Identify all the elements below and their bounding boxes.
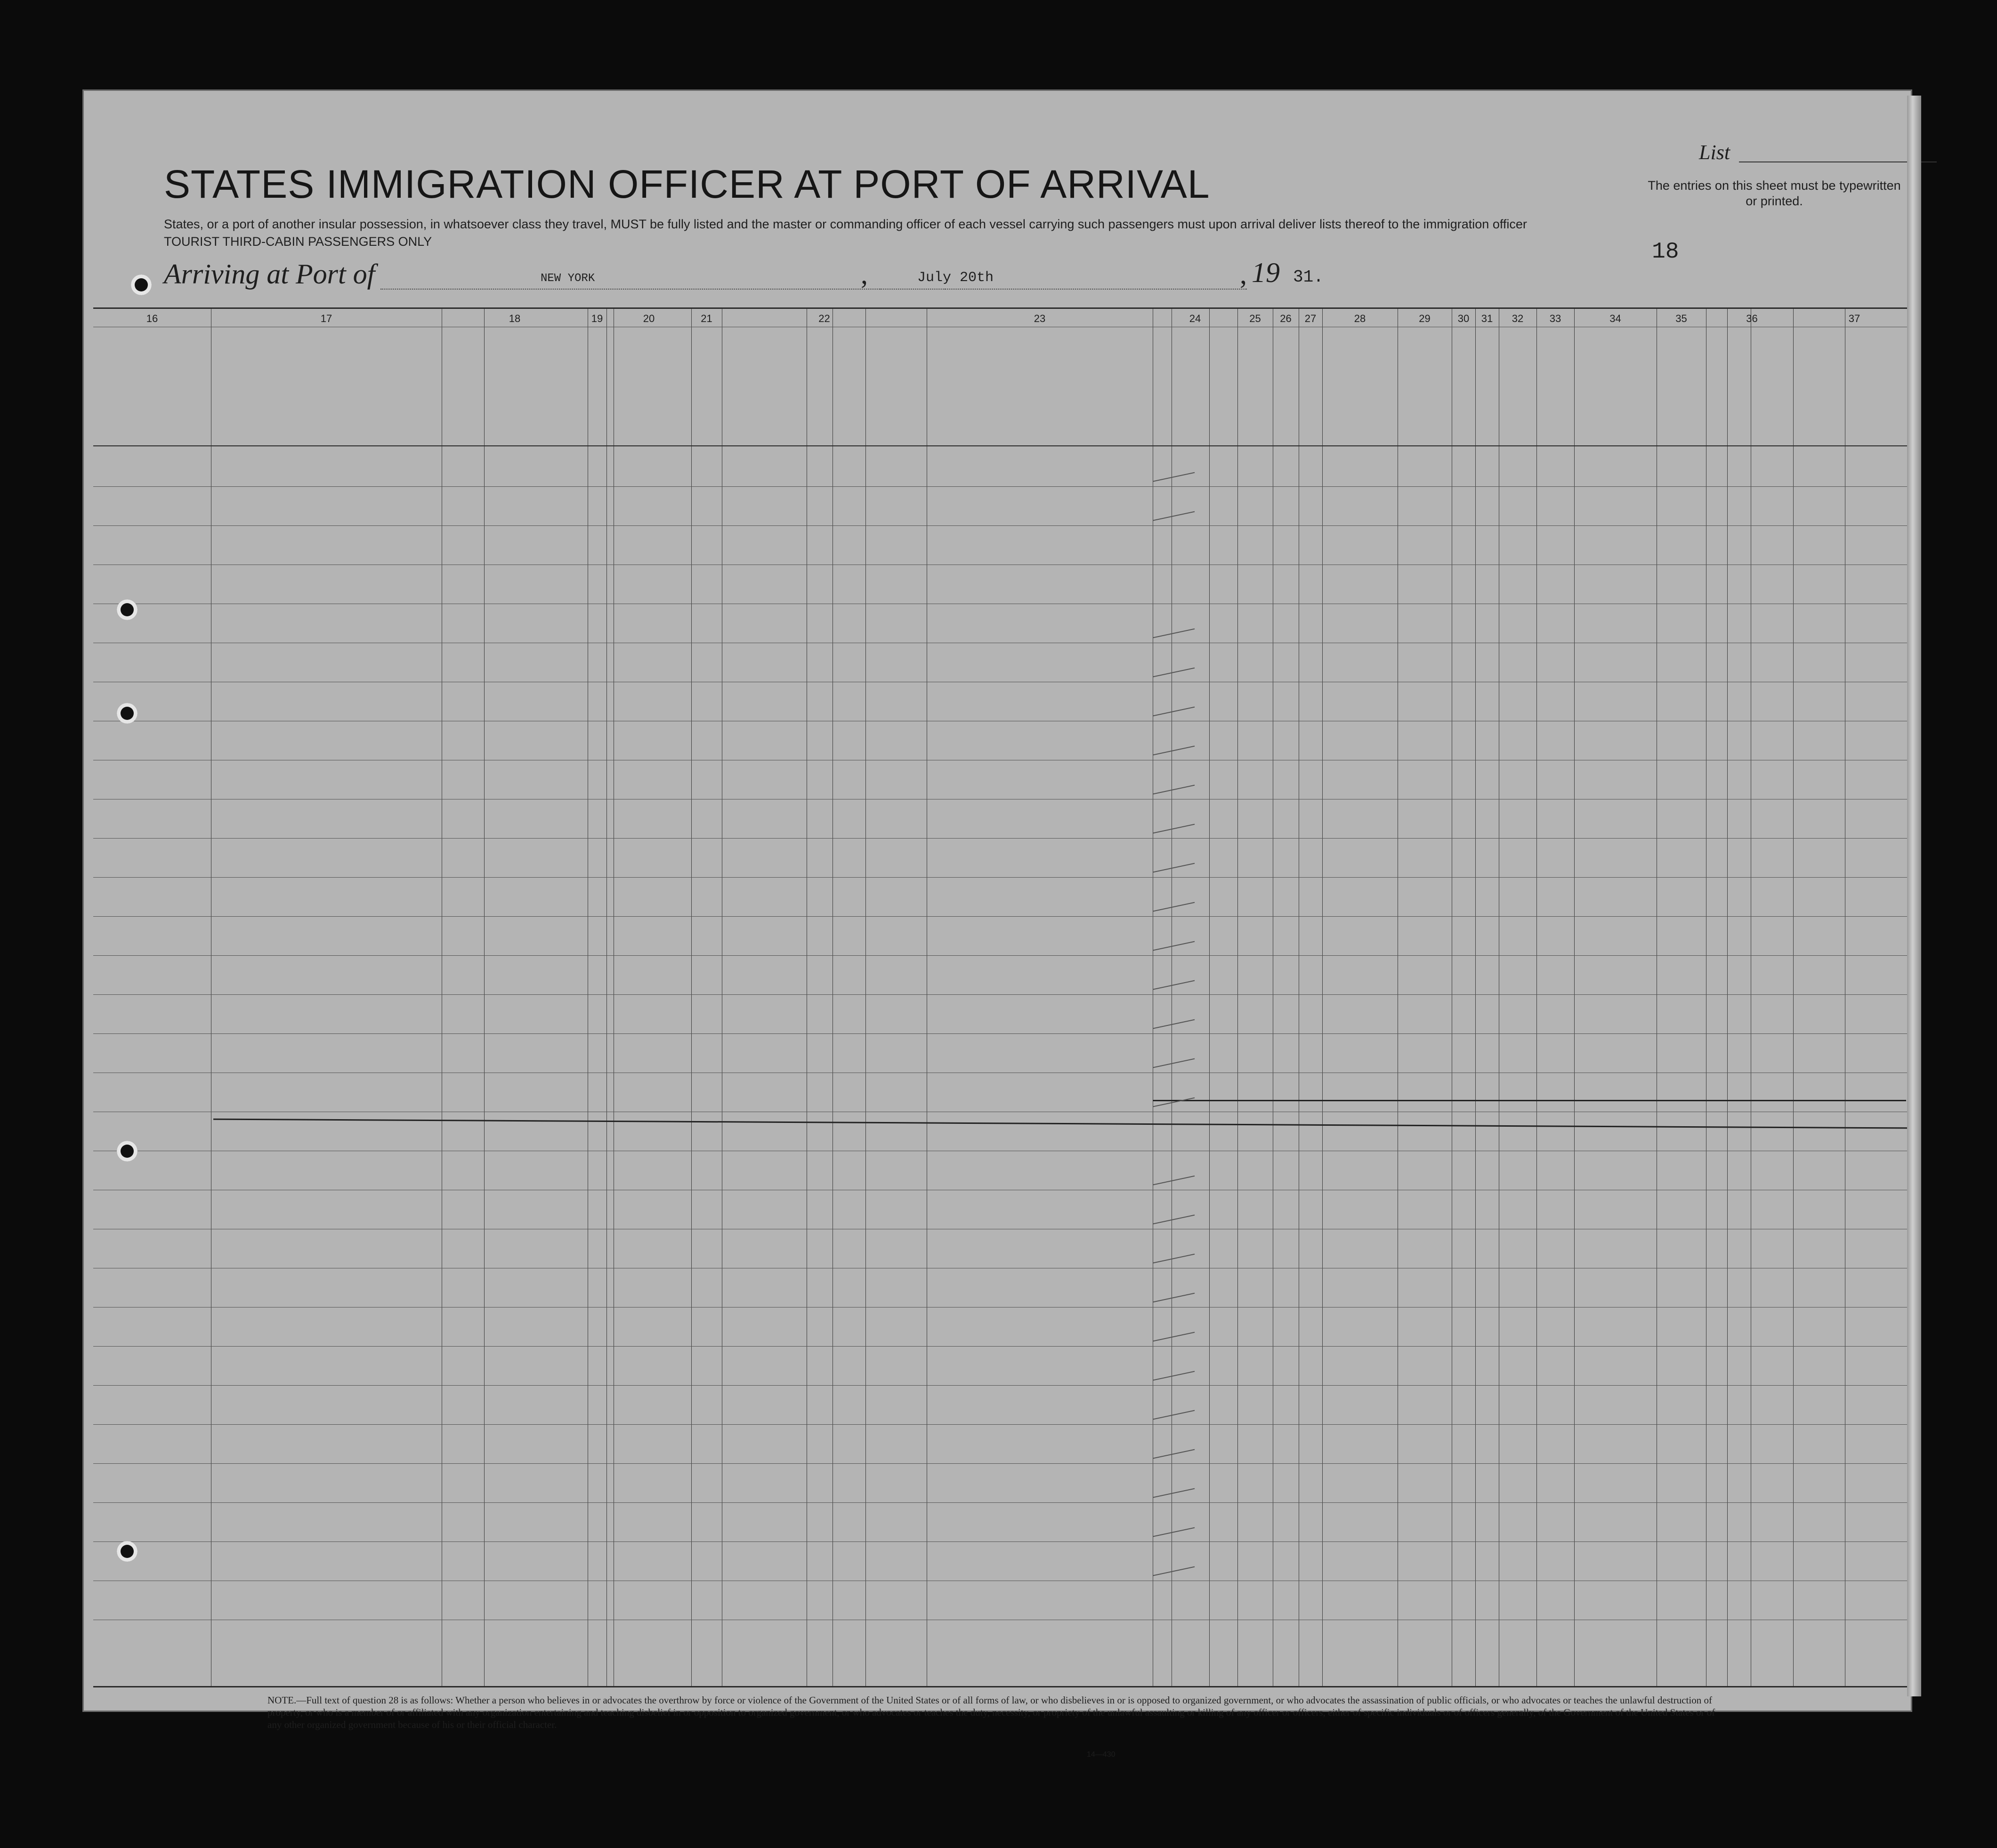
column-number: 32 bbox=[1512, 313, 1524, 324]
check-mark bbox=[1153, 1254, 1195, 1264]
check-mark bbox=[1153, 1449, 1195, 1459]
check-mark bbox=[1153, 902, 1195, 912]
column-header bbox=[724, 384, 750, 412]
check-mark bbox=[1153, 1058, 1195, 1068]
sheet-number: 18 bbox=[1652, 239, 1679, 265]
column-header bbox=[724, 361, 804, 370]
column-number: 30 bbox=[1457, 313, 1470, 324]
check-mark bbox=[1153, 1488, 1195, 1498]
comma-separator-2: , bbox=[1240, 258, 1247, 290]
column-rule bbox=[606, 309, 607, 1686]
column-rule bbox=[691, 309, 692, 1686]
column-number: 25 bbox=[1249, 313, 1261, 324]
arriving-label: Arriving at Port of bbox=[164, 258, 375, 290]
column-number: 27 bbox=[1304, 313, 1317, 324]
column-number: 17 bbox=[320, 313, 332, 324]
row-rule bbox=[93, 1033, 1911, 1034]
column-rule bbox=[865, 309, 866, 1686]
row-rule bbox=[93, 1424, 1911, 1425]
date-line bbox=[880, 289, 1247, 290]
port-value: NEW YORK bbox=[541, 272, 595, 285]
cancelled-row-strike bbox=[213, 1119, 1908, 1129]
column-header bbox=[1847, 394, 1911, 422]
check-mark bbox=[1153, 746, 1195, 756]
column-rule bbox=[1574, 309, 1575, 1686]
column-header bbox=[1706, 422, 1725, 441]
column-header bbox=[1795, 403, 1819, 417]
column-header bbox=[609, 401, 689, 443]
entries-note: The entries on this sheet must be typewritten or printed. bbox=[1648, 178, 1901, 208]
row-rule bbox=[93, 838, 1911, 839]
column-header bbox=[443, 361, 480, 431]
column-number: 29 bbox=[1419, 313, 1431, 324]
column-rule bbox=[484, 309, 485, 1686]
column-number: 23 bbox=[1034, 313, 1046, 324]
column-number: 18 bbox=[509, 313, 521, 324]
row-rule bbox=[93, 1385, 1911, 1386]
column-number: 26 bbox=[1280, 313, 1292, 324]
column-header bbox=[96, 379, 209, 408]
column-header bbox=[724, 330, 804, 363]
page-title: STATES IMMIGRATION OFFICER AT PORT OF ARRIVAL bbox=[164, 162, 1210, 206]
column-rule bbox=[1727, 309, 1728, 1686]
binder-hole bbox=[131, 274, 152, 295]
row-rule bbox=[93, 877, 1911, 878]
check-mark bbox=[1153, 1566, 1195, 1576]
column-header bbox=[1751, 394, 1793, 422]
year-prefix: 19 bbox=[1252, 257, 1280, 288]
check-mark bbox=[1153, 629, 1195, 638]
row-rule bbox=[93, 916, 1911, 917]
check-mark bbox=[1153, 1410, 1195, 1420]
row-rule bbox=[93, 486, 1911, 487]
column-header bbox=[1727, 422, 1751, 441]
column-number: 28 bbox=[1354, 313, 1366, 324]
column-header bbox=[1819, 403, 1845, 417]
row-rule bbox=[93, 1463, 1911, 1464]
check-mark bbox=[1153, 1332, 1195, 1342]
cancelled-row-strike bbox=[1153, 1100, 1906, 1101]
footnote: NOTE.—Full text of question 28 is as follows: Whether a person who believes in or advocates the overthrow by force or violence of the Government of the United States or of all forms of law, or who disbelieves in or is opposed to organized government, or who advocates the assassination of public officials, or who advocates or teaches the unlawful destruction of property, or who is a member of or affiliated with any organization entertaining and teaching disbelief in or opposition to organized government, or who advocates or teaches the duty, necessity, or propriety of the unlawful assaulting or killing of any officer or officers, either of specific individuals or of officers generally, of the Government of the United States or of any other organized government because of his or their official character. bbox=[267, 1695, 1715, 1730]
column-number: 24 bbox=[1189, 313, 1201, 324]
column-header bbox=[446, 346, 583, 357]
column-rule bbox=[1322, 309, 1323, 1686]
column-number: 37 bbox=[1848, 313, 1860, 324]
column-number: 21 bbox=[701, 313, 712, 324]
check-mark bbox=[1153, 1176, 1195, 1186]
column-header bbox=[1795, 365, 1843, 379]
check-mark bbox=[1153, 1527, 1195, 1537]
check-mark bbox=[1153, 863, 1195, 873]
check-mark bbox=[1153, 472, 1195, 482]
column-number: 22 bbox=[818, 313, 830, 324]
row-rule bbox=[93, 1502, 1911, 1503]
column-number: 36 bbox=[1746, 313, 1758, 324]
column-header bbox=[809, 384, 828, 394]
column-header bbox=[526, 408, 588, 422]
check-mark bbox=[1153, 707, 1195, 717]
row-rule bbox=[93, 955, 1911, 956]
column-header bbox=[446, 332, 583, 347]
list-label: List bbox=[1699, 141, 1730, 164]
column-rule bbox=[1536, 309, 1537, 1686]
row-rule bbox=[93, 1541, 1911, 1542]
binder-hole bbox=[117, 1541, 137, 1562]
comma-separator: , bbox=[861, 258, 868, 290]
row-rule bbox=[93, 525, 1911, 526]
column-header bbox=[486, 363, 585, 391]
check-mark bbox=[1153, 668, 1195, 678]
check-mark bbox=[1153, 1019, 1195, 1029]
column-rule bbox=[1793, 309, 1794, 1686]
manifest-table bbox=[93, 307, 1911, 1687]
column-header bbox=[1706, 365, 1751, 379]
column-header bbox=[771, 384, 807, 412]
binder-hole bbox=[117, 703, 137, 724]
arrival-date: July 20th bbox=[917, 270, 994, 286]
column-number: 16 bbox=[146, 313, 158, 324]
check-mark bbox=[1153, 511, 1195, 521]
check-mark bbox=[1153, 1215, 1195, 1225]
column-header bbox=[835, 403, 865, 417]
form-number: 14—430 bbox=[1087, 1751, 1116, 1759]
column-header bbox=[220, 365, 432, 431]
instruction-text: States, or a port of another insular possession, in whatsoever class they travel, MUST be fully listed and the master or commanding officer of each vessel carrying such passengers must upon arrival deliver lists thereof to the immigration officer bbox=[164, 217, 1527, 231]
check-mark bbox=[1153, 980, 1195, 990]
binder-hole bbox=[117, 1141, 137, 1162]
check-mark bbox=[1153, 785, 1195, 795]
column-number: 31 bbox=[1481, 313, 1493, 324]
list-number-line bbox=[1739, 161, 1937, 162]
check-mark bbox=[1153, 1098, 1195, 1107]
column-number: 20 bbox=[643, 313, 655, 324]
column-header bbox=[1577, 365, 1654, 422]
column-number: 33 bbox=[1549, 313, 1561, 324]
column-header bbox=[868, 389, 924, 422]
column-header bbox=[931, 365, 1148, 431]
check-mark bbox=[1153, 1293, 1195, 1303]
check-mark bbox=[1153, 941, 1195, 951]
row-rule bbox=[93, 1346, 1911, 1347]
column-header bbox=[609, 365, 689, 398]
column-number: 34 bbox=[1609, 313, 1621, 324]
binder-hole bbox=[117, 599, 137, 620]
manifest-sheet bbox=[82, 89, 1912, 1759]
header-bottom-rule bbox=[93, 445, 1911, 446]
year-suffix: 31. bbox=[1293, 267, 1324, 287]
column-rule bbox=[1237, 309, 1238, 1686]
column-header bbox=[1155, 335, 1270, 363]
column-rule bbox=[1475, 309, 1476, 1686]
column-rule bbox=[1209, 309, 1210, 1686]
row-rule bbox=[93, 994, 1911, 995]
check-mark bbox=[1153, 824, 1195, 834]
column-header bbox=[486, 408, 524, 422]
column-number: 35 bbox=[1675, 313, 1687, 324]
column-number: 19 bbox=[591, 313, 603, 324]
tourist-class-label: TOURIST THIRD-CABIN PASSENGERS ONLY bbox=[164, 234, 432, 249]
check-mark bbox=[1153, 1371, 1195, 1381]
